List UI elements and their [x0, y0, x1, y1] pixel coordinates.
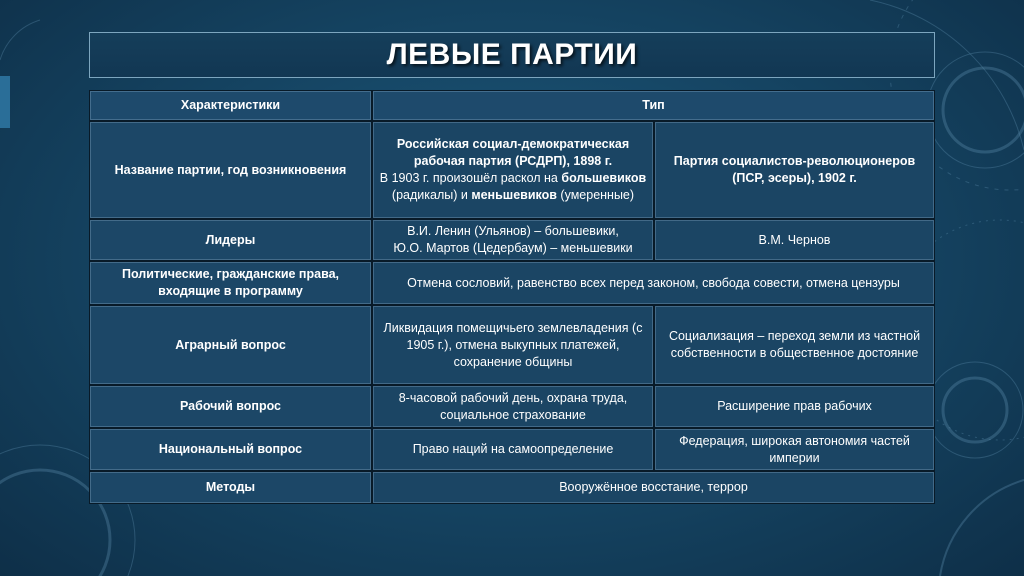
side-accent	[0, 76, 10, 128]
cell-psr-leaders: В.М. Чернов	[654, 219, 935, 261]
rsdrp-mensheviks: меньшевиков	[471, 188, 557, 202]
row-label-name: Название партии, год возникновения	[89, 121, 372, 219]
cell-rsdrp-national: Право наций на самоопределение	[372, 428, 654, 471]
page-title: ЛЕВЫЕ ПАРТИИ	[386, 38, 638, 71]
row-label-leaders: Лидеры	[89, 219, 372, 261]
row-label-rights: Политические, гражданские права, входящие в программу	[89, 261, 372, 305]
rsdrp-bolsheviks: большевиков	[561, 171, 647, 185]
table-row	[89, 121, 935, 219]
cell-rsdrp-labor: 8-часовой рабочий день, охрана труда, социальное страхование	[372, 385, 654, 428]
cell-psr-name: Партия социалистов-революционеров (ПСР, эсеры), 1902 г.	[654, 121, 935, 219]
table-row	[89, 305, 935, 385]
table-row	[89, 219, 935, 261]
parties-table	[89, 90, 935, 504]
row-label-agrarian: Аграрный вопрос	[89, 305, 372, 385]
rsdrp-leader-2: Ю.О. Мартов (Цедербаум) – меньшевики	[393, 241, 633, 255]
cell-psr-labor: Расширение прав рабочих	[654, 385, 935, 428]
table-row	[89, 471, 935, 504]
rsdrp-mensheviks-note: (умеренные)	[560, 188, 635, 202]
rsdrp-bolsheviks-note: (радикалы) и	[391, 188, 468, 202]
rsdrp-split: В 1903 г. произошёл раскол на	[379, 171, 558, 185]
cell-methods: Вооружённое восстание, террор	[372, 471, 935, 504]
rsdrp-title: Российская социал-демократическая рабочая партия (РСДРП), 1898 г.	[396, 137, 630, 168]
row-label-national: Национальный вопрос	[89, 428, 372, 471]
table-header-row	[89, 90, 935, 121]
title-banner	[89, 32, 935, 78]
header-characteristics: Характеристики	[89, 90, 372, 121]
cell-psr-agrarian: Социализация – переход земли из частной собственности в общественное достояние	[654, 305, 935, 385]
table-row	[89, 261, 935, 305]
row-label-methods: Методы	[89, 471, 372, 504]
cell-psr-national: Федерация, широкая автономия частей империи	[654, 428, 935, 471]
rsdrp-leader-1: В.И. Ленин (Ульянов) – большевики,	[407, 224, 619, 238]
table-row	[89, 428, 935, 471]
cell-rsdrp-name	[372, 121, 654, 219]
cell-rsdrp-agrarian: Ликвидация помещичьего землевладения (с 1905 г.), отмена выкупных платежей, сохранение общины	[372, 305, 654, 385]
cell-rsdrp-leaders	[372, 219, 654, 261]
row-label-labor: Рабочий вопрос	[89, 385, 372, 428]
table-row	[89, 385, 935, 428]
cell-rights: Отмена сословий, равенство всех перед законом, свобода совести, отмена цензуры	[372, 261, 935, 305]
header-type: Тип	[372, 90, 935, 121]
